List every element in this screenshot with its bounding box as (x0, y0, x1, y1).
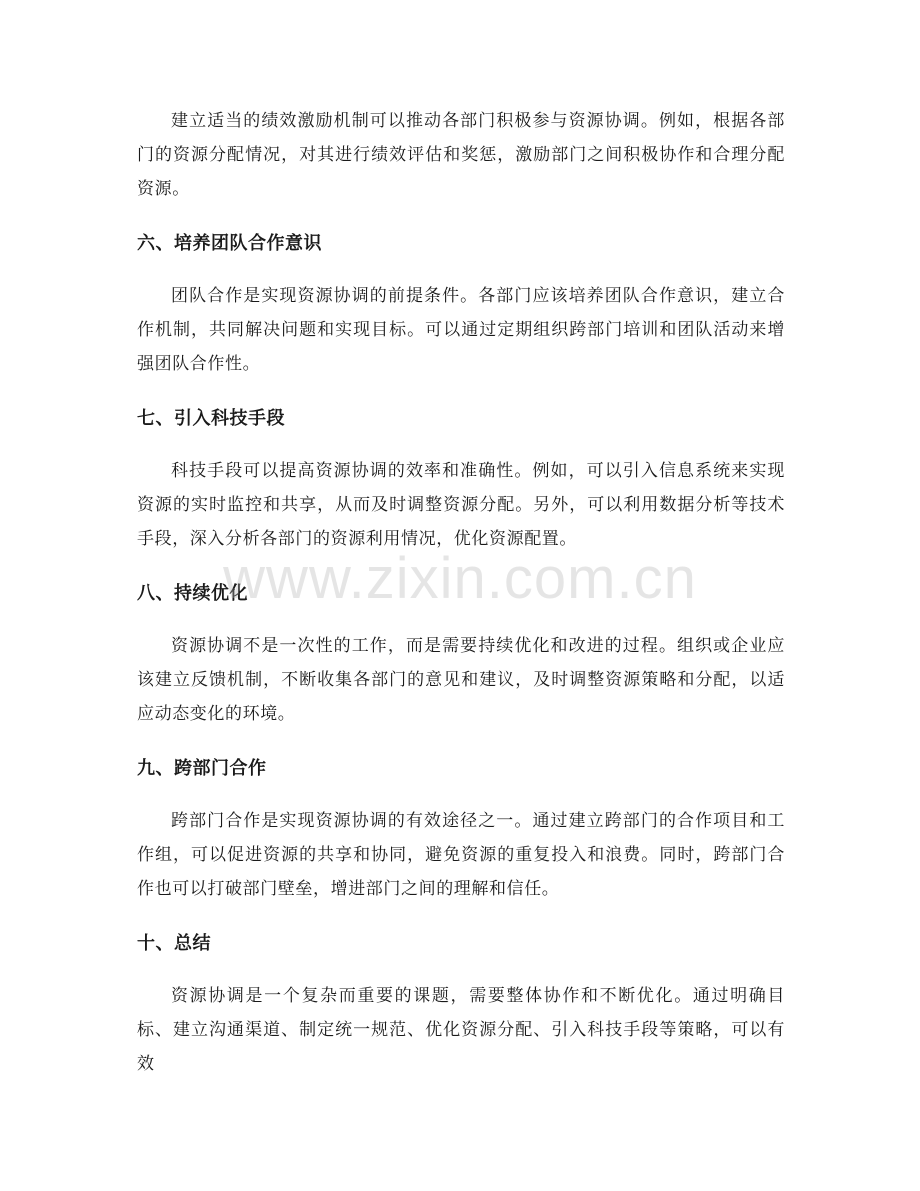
spacer (137, 608, 785, 629)
spacer (137, 556, 785, 580)
spacer (137, 731, 785, 755)
section-body-10: 资源协调是一个复杂而重要的课题，需要整体协作和不断优化。通过明确目标、建立沟通渠道、制定统一规范、优化资源分配、引入科技手段等策略，可以有效 (137, 986, 785, 1074)
section-heading-9: 九、跨部门合作 (137, 758, 267, 779)
spacer (137, 433, 785, 454)
section-heading-10: 十、总结 (137, 933, 211, 954)
spacer (137, 783, 785, 804)
section-body-9: 跨部门合作是实现资源协调的有效途径之一。通过建立跨部门的合作项目和工作组，可以促进资源的共享和协同，避免资源的重复投入和浪费。同时，跨部门合作也可以打破部门壁垒，增进部门之间的理解和信任。 (137, 811, 785, 899)
spacer (137, 906, 785, 930)
spacer (137, 381, 785, 405)
section-heading-7: 七、引入科技手段 (137, 408, 285, 429)
section-body-7: 科技手段可以提高资源协调的效率和准确性。例如，可以引入信息系统来实现资源的实时监控和共享，从而及时调整资源分配。另外，可以利用数据分析等技术手段，深入分析各部门的资源利用情况，优化资源配置。 (137, 461, 785, 549)
spacer (137, 258, 785, 279)
spacer (137, 958, 785, 979)
section-heading-8: 八、持续优化 (137, 583, 248, 604)
intro-paragraph: 建立适当的绩效激励机制可以推动各部门积极参与资源协调。例如，根据各部门的资源分配情况，对其进行绩效评估和奖惩，激励部门之间积极协作和合理分配资源。 (137, 111, 785, 199)
section-body-8: 资源协调不是一次性的工作，而是需要持续优化和改进的过程。组织或企业应该建立反馈机制，不断收集各部门的意见和建议，及时调整资源策略和分配，以适应动态变化的环境。 (137, 636, 785, 724)
section-heading-6: 六、培养团队合作意识 (137, 233, 322, 254)
watermark-text: www.zixin.com.cn (223, 546, 697, 611)
section-body-6: 团队合作是实现资源协调的前提条件。各部门应该培养团队合作意识，建立合作机制，共同解决问题和实现目标。可以通过定期组织跨部门培训和团队活动来增强团队合作性。 (137, 286, 785, 374)
document-content (137, 104, 785, 1081)
spacer (137, 206, 785, 230)
